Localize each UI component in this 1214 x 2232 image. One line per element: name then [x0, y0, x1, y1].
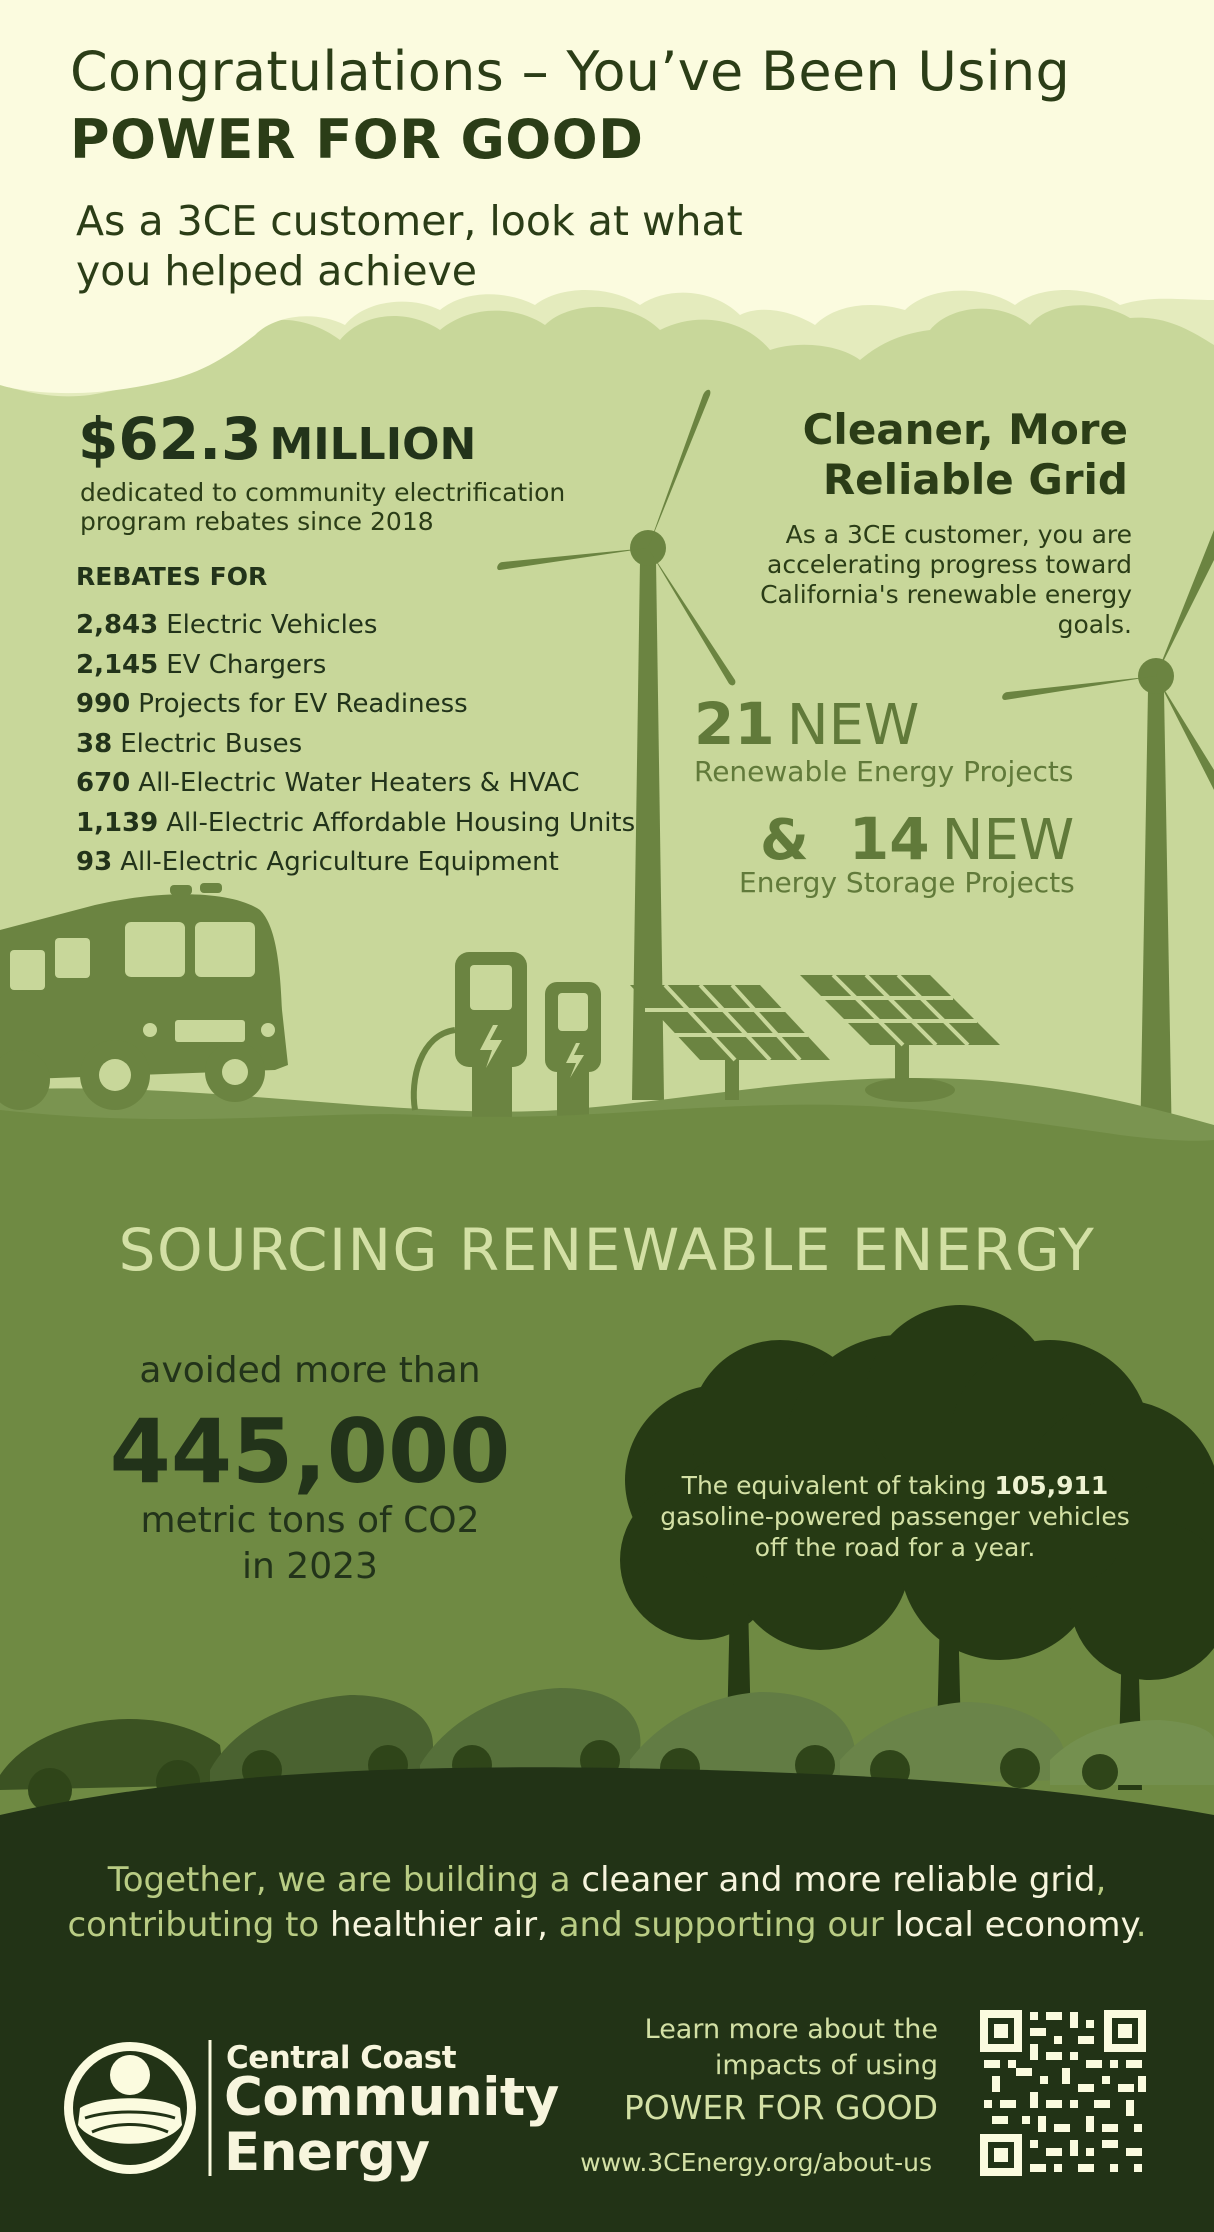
avoided-value: 445,000 [109, 1400, 511, 1503]
list-item [76, 843, 635, 883]
rebate-count: 670 [76, 768, 131, 798]
list-item [76, 646, 635, 686]
renewable-projects-label: Renewable Energy Projects [694, 755, 1074, 788]
together-part: Together, we are building a [107, 1860, 571, 1900]
brand-name-line2: Community [224, 2067, 559, 2128]
rebate-count: 1,139 [76, 807, 159, 838]
together-highlight: cleaner and more reliable grid [581, 1860, 1096, 1900]
rebates-list [76, 606, 635, 883]
brand-name-line1: Central Coast [226, 2040, 457, 2076]
ampersand: & [760, 808, 809, 873]
avoided-prefix: avoided more than [139, 1350, 481, 1391]
renewable-count: 21 [694, 690, 775, 758]
page-subtitle: As a 3CE customer, look at what you helped achieve [76, 197, 743, 295]
rebate-label: All-Electric Agriculture Equipment [120, 847, 559, 877]
page-title-line2: POWER FOR GOOD [70, 108, 644, 171]
learn-more-highlight: POWER FOR GOOD [623, 2088, 938, 2127]
rebate-label: All-Electric Affordable Housing Units [166, 807, 636, 838]
sun-field-logo-icon [64, 2042, 196, 2174]
sourcing-heading: SOURCING RENEWABLE ENERGY [118, 1216, 1096, 1284]
storage-count: 14 [848, 805, 930, 873]
rebate-description: dedicated to community electrification program rebates since 2018 [80, 478, 566, 536]
rebate-amount-unit: MILLION [269, 419, 477, 470]
rebate-count: 990 [76, 689, 131, 719]
list-item [76, 764, 635, 804]
together-highlight: healthier air, [330, 1905, 548, 1945]
rebate-amount [78, 405, 476, 473]
rebate-label: EV Chargers [166, 649, 327, 680]
together-part: and supporting our [558, 1905, 884, 1945]
rebate-count: 2,843 [76, 610, 159, 640]
list-item [76, 725, 635, 765]
page-title-line1: Congratulations – You’ve Been Using [70, 40, 1071, 103]
together-part: , [1095, 1860, 1107, 1900]
together-part: . [1135, 1905, 1147, 1945]
storage-projects-label: Energy Storage Projects [739, 866, 1075, 899]
rebate-amount-value: $62.3 [78, 405, 262, 473]
rebates-heading: REBATES FOR [76, 562, 268, 591]
rebate-label: All-Electric Water Heaters & HVAC [138, 768, 580, 798]
grid-heading: Cleaner, More Reliable Grid [802, 405, 1128, 504]
equivalent-value: 105,911 [994, 1471, 1109, 1500]
equivalent-prefix: The equivalent of taking [681, 1471, 987, 1500]
rebate-label: Electric Buses [120, 728, 303, 759]
list-item [76, 685, 635, 725]
website-link[interactable]: www.3CEnergy.org/about-us [580, 2148, 932, 2177]
grid-description: As a 3CE customer, you are accelerating progress toward California's renewable energy goals. [760, 520, 1132, 639]
renewable-projects-count [694, 690, 919, 758]
rebate-count: 93 [76, 847, 113, 877]
rebate-label: Projects for EV Readiness [138, 689, 468, 719]
brand-name-line3: Energy [224, 2122, 430, 2183]
qr-code-icon [980, 2010, 1146, 2176]
rebate-label: Electric Vehicles [166, 610, 378, 640]
together-highlight: local economy [894, 1905, 1136, 1945]
rebate-count: 2,145 [76, 649, 159, 680]
rebate-count: 38 [76, 728, 113, 759]
avoided-unit: metric tons of CO2 in 2023 [140, 1500, 480, 1587]
equivalent-suffix: gasoline-powered passenger vehicles off the road for a year. [660, 1502, 1130, 1562]
renewable-new-word: NEW [786, 693, 920, 758]
storage-new-word: NEW [941, 808, 1075, 873]
storage-projects-count [760, 805, 1074, 873]
together-statement [0, 1858, 1214, 1948]
list-item [76, 804, 635, 844]
learn-more-text: Learn more about the impacts of using [644, 2014, 938, 2081]
together-part: contributing to [67, 1905, 320, 1945]
equivalent-text [650, 1470, 1140, 1563]
list-item [76, 606, 635, 646]
brand-name [224, 2067, 559, 2183]
